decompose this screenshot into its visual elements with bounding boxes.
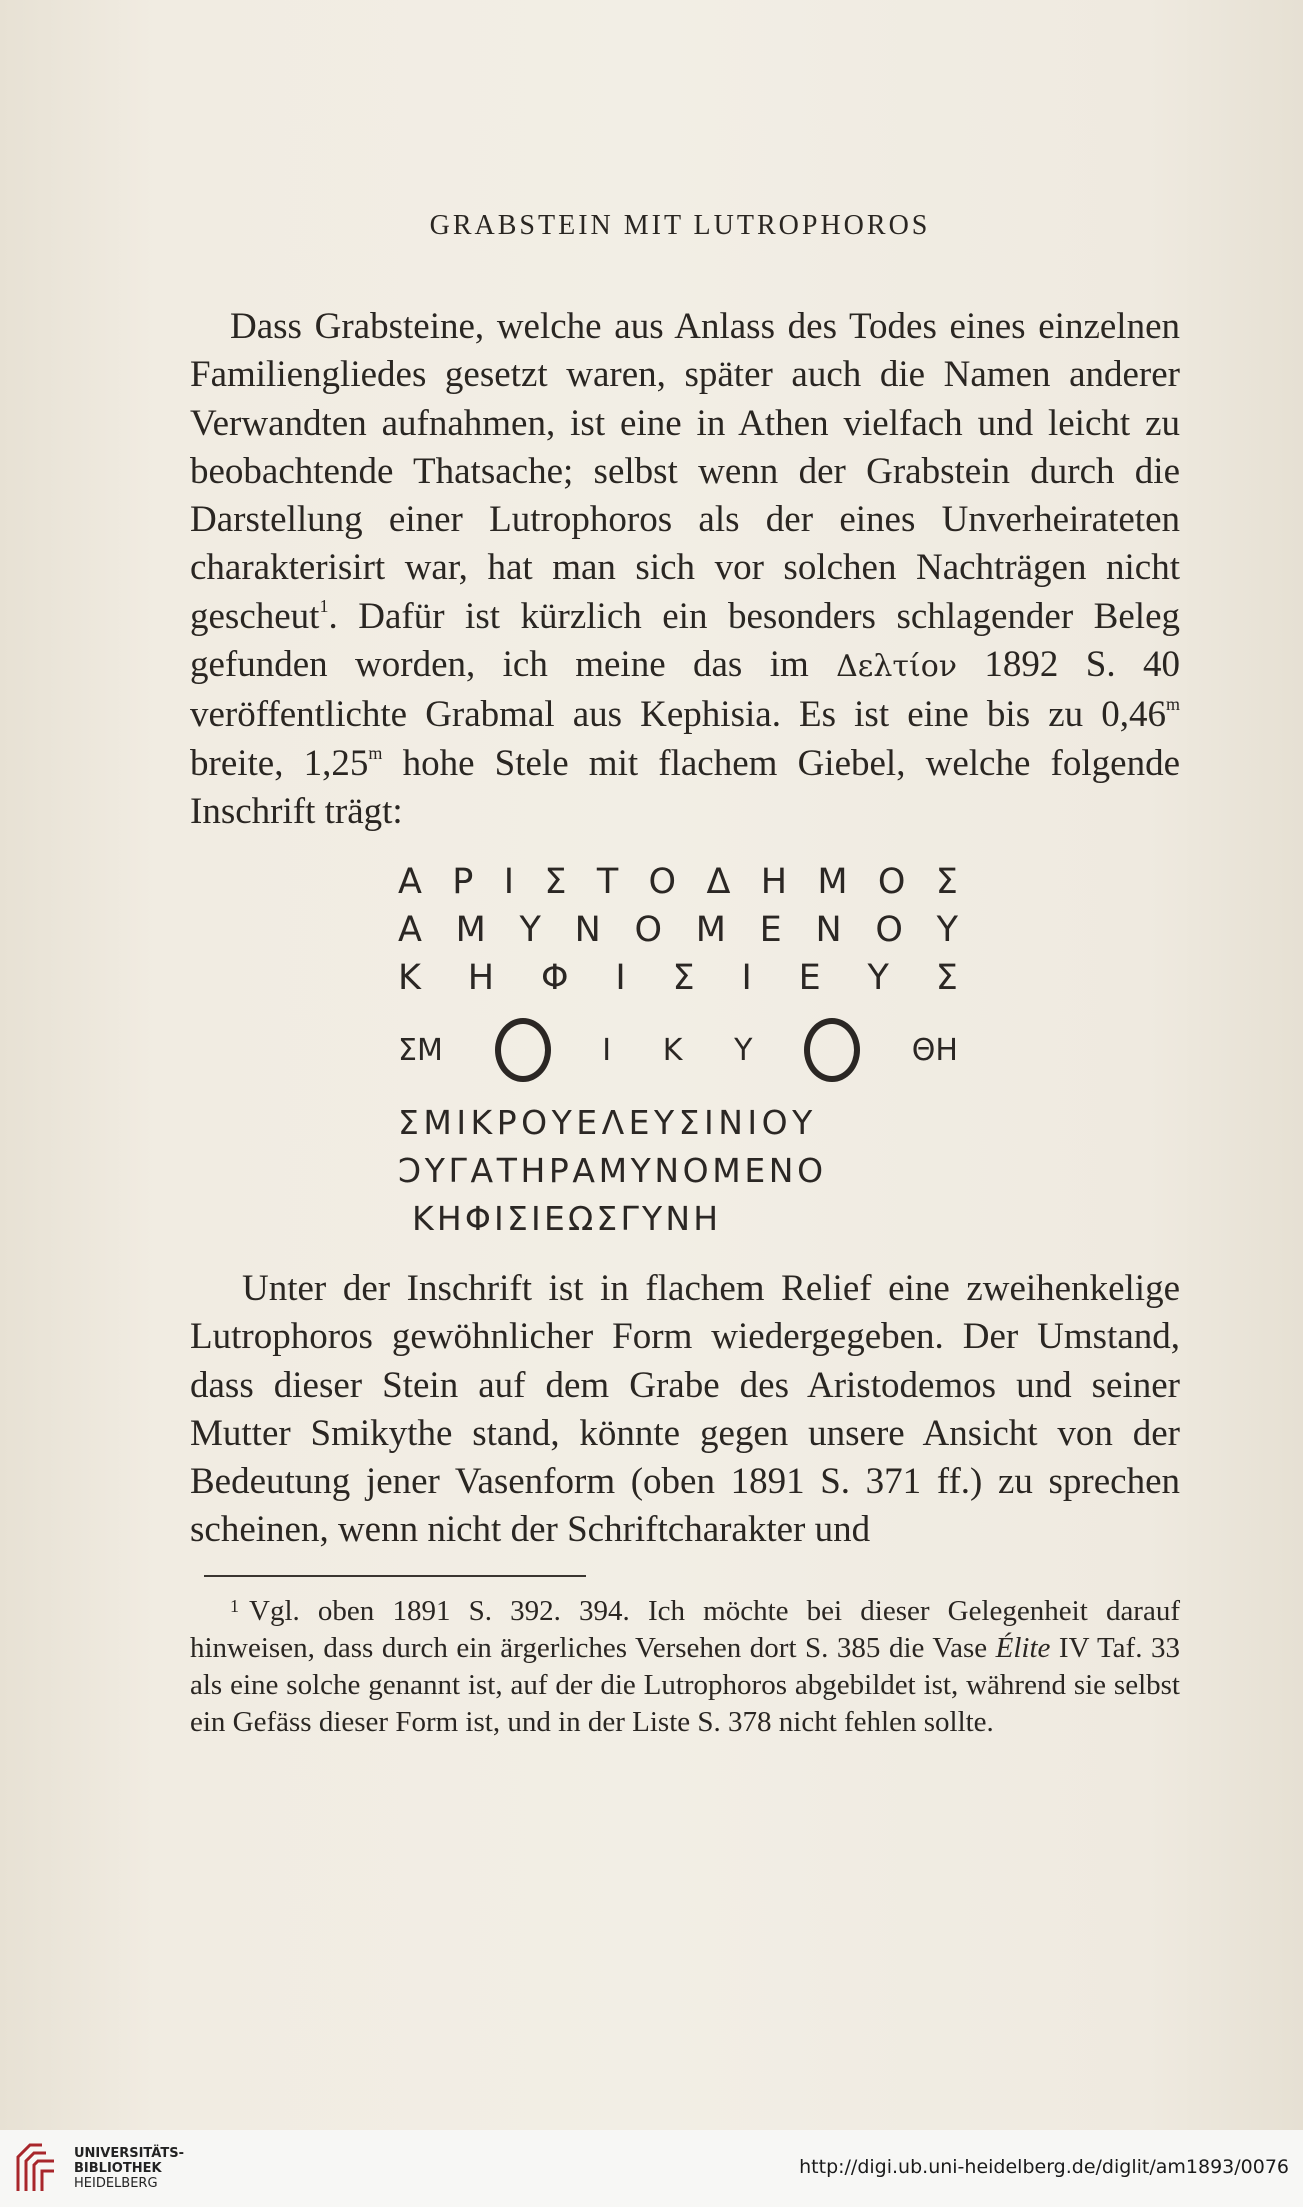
inscription-line2-letter-2: Υ <box>519 910 541 950</box>
inscription-line1-letter-10: Σ <box>935 862 958 902</box>
inscription-line1-letter-9: Ο <box>877 862 906 902</box>
footnote-text-b: IV Taf. 33 als eine solche genannt ist, auf der die Lutrophoros abgebildet ist, während sie selbst ein Gefäss dieser Form ist, und in der Liste S. 378 nicht fehlen sollte. <box>190 1632 1180 1738</box>
inscription-line2-letter-9: Υ <box>936 910 958 950</box>
inscription-line-6: ϽΥΓΑΤΗΡΑΜΥΝΟΜΕΝΟ <box>398 1150 827 1190</box>
inscription-line1-letter-4: Τ <box>596 862 619 902</box>
footnote-italic-elite: Élite <box>995 1632 1051 1664</box>
inscription-line3-letter-4: Σ <box>672 958 695 998</box>
inscription-line1-letter-7: Η <box>760 862 788 902</box>
inscription-line-1 <box>398 858 958 906</box>
inscription-line-5: ΣΜΙΚΡΟΥΕΛΕΥΣΙΝΙΟΥ <box>398 1102 817 1142</box>
inscription-line1-letter-5: Ο <box>648 862 677 902</box>
heidelberg-library-logo-icon[interactable] <box>14 2141 58 2195</box>
inscription-line-7: ΚΗΦΙΣΙΕΩΣΓΥΝΗ <box>412 1198 722 1238</box>
paragraph-1-text-e: hohe Stele mit flachem Giebel, welche folgende Inschrift trägt: <box>190 742 1180 832</box>
inscription-line3-letter-7: Υ <box>867 958 889 998</box>
inscription-line-4-right: ΘΗ <box>911 1032 958 1068</box>
paragraph-1-text-b: . Dafür ist kürzlich ein besonders schlagender Beleg gefunden worden, ich meine das im <box>190 595 1180 686</box>
footnote-text-a: Vgl. oben 1891 S. 392. 394. Ich möchte bei dieser Gelegenheit darauf hinweisen, dass durch ein ärgerliches Versehen dort S. 385 die Vase <box>190 1595 1180 1664</box>
library-name-line-3: HEIDELBERG <box>74 2176 158 2191</box>
paragraph-1 <box>190 303 1180 836</box>
inscription-line3-letter-2: Φ <box>540 958 569 998</box>
library-name <box>74 2146 184 2191</box>
inscription-line1-letter-8: Μ <box>817 862 848 902</box>
inscription-line1-letter-6: Δ <box>706 862 731 902</box>
inscription-line1-letter-3: Σ <box>544 862 567 902</box>
greek-title-deltion: Δελτίον <box>836 649 958 685</box>
footnote-divider <box>204 1575 586 1577</box>
inscription-line-4-left: ΣΜ <box>398 1032 443 1068</box>
large-omicron-left-icon <box>495 1018 551 1082</box>
paragraph-1-text-c: 1892 S. 40 veröffentlichte Grabmal aus Kephisia. Es ist eine bis zu 0,46 <box>190 644 1180 736</box>
footnote-reference[interactable]: 1 <box>319 595 329 616</box>
inscription-line2-letter-4: Ο <box>634 910 663 950</box>
unit-superscript-1: m <box>1165 694 1180 715</box>
inscription-line-3 <box>398 954 958 1002</box>
paragraph-1-text-d: breite, 1,25 <box>190 742 369 784</box>
inscription-line-4-mid-2: Κ <box>662 1032 683 1068</box>
paragraph-2: Unter der Inschrift ist in flachem Relief eine zweihenkelige Lutrophoros gewöhnlicher Form wiedergegeben. Der Umstand, dass dieser Stein auf dem Grabe des Aristodemos und seiner Mutter Smikythe stand, könnte gegen unsere Ansicht von der Bedeutung jener Vasenform (oben 1891 S. 371 ff.) zu sprechen scheinen, wenn nicht der Schriftcharakter und <box>190 1268 1180 1551</box>
inscription-line1-letter-2: Ι <box>503 862 515 902</box>
inscription-line-4-mid-1: Ι <box>602 1032 612 1068</box>
inscription-line-2 <box>398 906 958 954</box>
inscription-line2-letter-6: Ε <box>759 910 782 950</box>
inscription-line3-letter-5: Ι <box>741 958 752 998</box>
greek-inscription <box>398 858 958 1242</box>
source-url-link[interactable]: http://digi.ub.uni-heidelberg.de/diglit/am1893/0076 <box>799 2156 1289 2178</box>
inscription-line2-letter-7: Ν <box>815 910 842 950</box>
inscription-line3-letter-3: Ι <box>615 958 626 998</box>
footnote <box>190 1588 1180 1741</box>
inscription-line1-letter-0: Α <box>398 862 422 902</box>
inscription-line2-letter-0: Α <box>398 910 422 950</box>
inscription-line3-letter-0: Κ <box>398 958 421 998</box>
inscription-line3-letter-1: Η <box>467 958 495 998</box>
inscription-line3-letter-6: Ε <box>798 958 821 998</box>
inscription-line2-letter-5: Μ <box>695 910 726 950</box>
inscription-line2-letter-8: Ο <box>875 910 903 950</box>
inscription-line2-letter-3: Ν <box>574 910 601 950</box>
library-name-line-1: UNIVERSITÄTS- <box>74 2146 184 2161</box>
footnote-number: 1 <box>230 1596 239 1616</box>
inscription-line1-letter-1: Ρ <box>452 862 474 902</box>
inscription-line3-letter-8: Σ <box>935 958 958 998</box>
page-header: GRABSTEIN MIT LUTROPHOROS <box>429 210 931 241</box>
paragraph-1-text-a: Dass Grabsteine, welche aus Anlass des Todes eines einzelnen Familiengliedes gesetzt waren, später auch die Namen anderer Verwandten aufnahmen, ist eine in Athen vielfach und leicht zu beobachtende Thatsache; selbst wenn der Grabstein durch die Darstellung einer Lutrophoros als der eines Unverheirateten charakterisirt war, hat man sich vor solchen Nachträgen nicht gescheut <box>190 306 1180 637</box>
inscription-line-4 <box>398 1002 958 1098</box>
inscription-line2-letter-1: Μ <box>455 910 486 950</box>
unit-superscript-2: m <box>368 742 383 763</box>
inscription-line-4-mid-3: Υ <box>734 1032 753 1068</box>
library-name-line-2: BIBLIOTHEK <box>74 2161 162 2176</box>
large-omicron-right-icon <box>804 1018 860 1082</box>
